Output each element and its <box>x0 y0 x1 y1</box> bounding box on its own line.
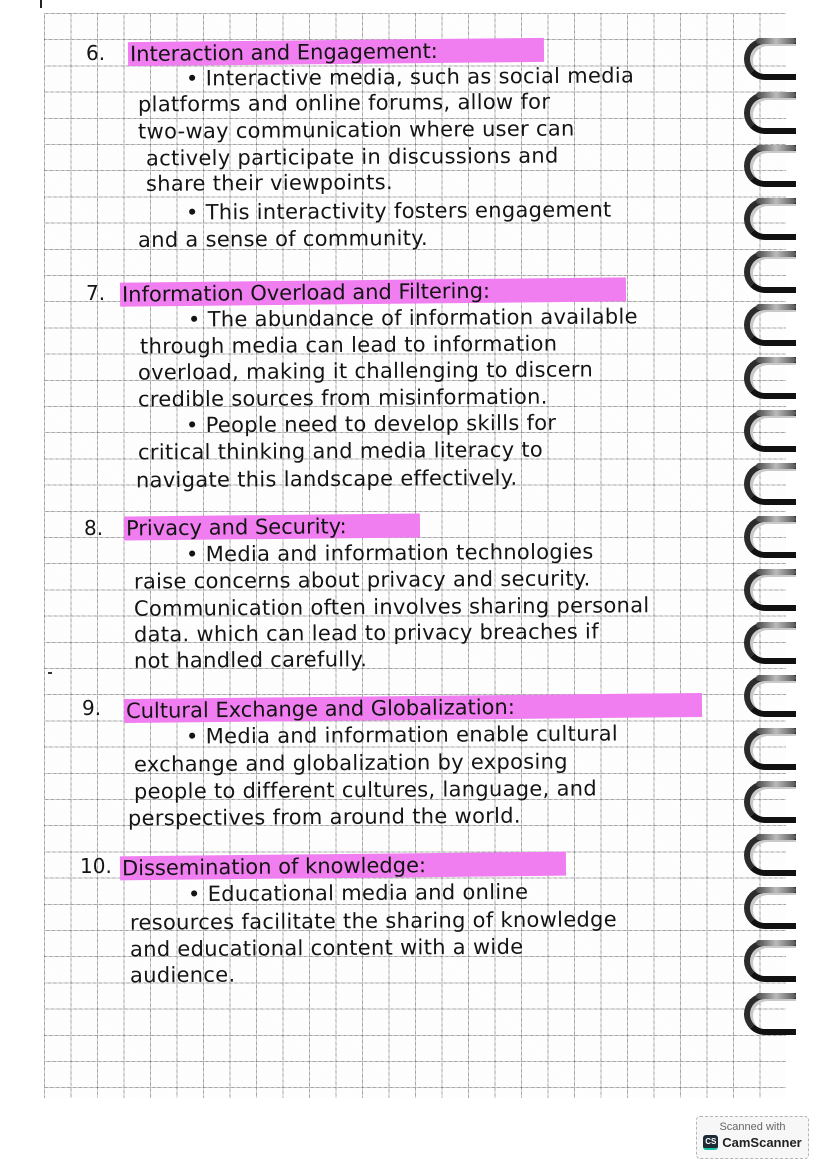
spiral-coil <box>744 145 796 187</box>
note-line: resources facilitate the sharing of knowledge <box>129 907 618 935</box>
camscanner-watermark <box>696 1116 809 1159</box>
section-heading: Interaction and Engagement: <box>128 38 544 66</box>
spiral-binding <box>744 0 828 1100</box>
spiral-coil <box>744 198 796 240</box>
note-line: • This interactivity fosters engagement <box>185 197 612 225</box>
section-number: 7. <box>86 281 106 305</box>
note-line: • Media and information enable cultural <box>185 721 619 749</box>
spiral-coil <box>744 569 796 611</box>
note-line: raise concerns about privacy and security. <box>133 566 591 594</box>
spiral-coil <box>744 675 796 717</box>
note-line: critical thinking and media literacy to <box>137 437 544 465</box>
note-line: through media can lead to information <box>139 331 558 359</box>
note-line: not handled carefully. <box>133 647 368 673</box>
section-number: 8. <box>84 516 104 540</box>
note-line: • Educational media and online <box>187 879 529 907</box>
spiral-coil <box>744 622 796 664</box>
note-line: and educational content with a wide <box>129 934 524 962</box>
note-line: • People need to develop skills for <box>185 410 557 438</box>
camscanner-brand <box>697 1135 808 1150</box>
spiral-coil <box>744 357 796 399</box>
note-line: data. which can lead to privacy breaches if <box>133 619 599 647</box>
brand-name: CamScanner <box>722 1135 802 1150</box>
note-line: exchange and globalization by exposing <box>133 749 568 777</box>
note-line: • The abundance of information available <box>187 304 638 332</box>
spiral-coil <box>744 940 796 982</box>
note-line: platforms and online forums, allow for <box>137 89 551 117</box>
section-number: 9. <box>82 696 102 720</box>
note-line: audience. <box>129 962 236 988</box>
note-line: two-way communication where user can <box>137 116 575 144</box>
note-line: overload, making it challenging to discern <box>137 357 594 385</box>
section-heading: Dissemination of knowledge: <box>120 852 566 881</box>
spiral-coil <box>744 728 796 770</box>
note-line: credible sources from misinformation. <box>137 384 548 412</box>
note-line: perspectives from around the world. <box>127 803 521 831</box>
note-line: Communication often involves sharing personal <box>133 593 650 621</box>
note-line: people to different cultures, language, and <box>133 776 598 804</box>
note-line: • Media and information technologies <box>185 539 594 567</box>
spiral-coil <box>744 993 796 1035</box>
note-line: share their viewpoints. <box>145 170 394 196</box>
spiral-coil <box>744 38 796 80</box>
spiral-coil <box>744 304 796 346</box>
section-heading: Cultural Exchange and Globalization: <box>124 693 702 723</box>
note-line: • Interactive media, such as social media <box>185 63 635 91</box>
spiral-coil <box>744 463 796 505</box>
note-line: actively participate in discussions and <box>145 143 559 171</box>
section-number: 10. <box>80 854 112 878</box>
spiral-coil <box>744 834 796 876</box>
camscanner-logo-icon: CS <box>703 1135 718 1150</box>
spiral-coil <box>744 781 796 823</box>
note-line: and a sense of community. <box>137 225 429 253</box>
section-number: 6. <box>86 41 106 65</box>
spiral-coil <box>744 516 796 558</box>
note-line: navigate this landscape effectively. <box>135 465 518 493</box>
spiral-coil <box>744 887 796 929</box>
scanned-with-label: Scanned with <box>719 1121 786 1133</box>
section-heading: Information Overload and Filtering: <box>120 277 626 306</box>
spiral-coil <box>744 251 796 293</box>
section-heading: Privacy and Security: <box>124 513 420 540</box>
spiral-coil <box>744 92 796 134</box>
spiral-coil <box>744 410 796 452</box>
